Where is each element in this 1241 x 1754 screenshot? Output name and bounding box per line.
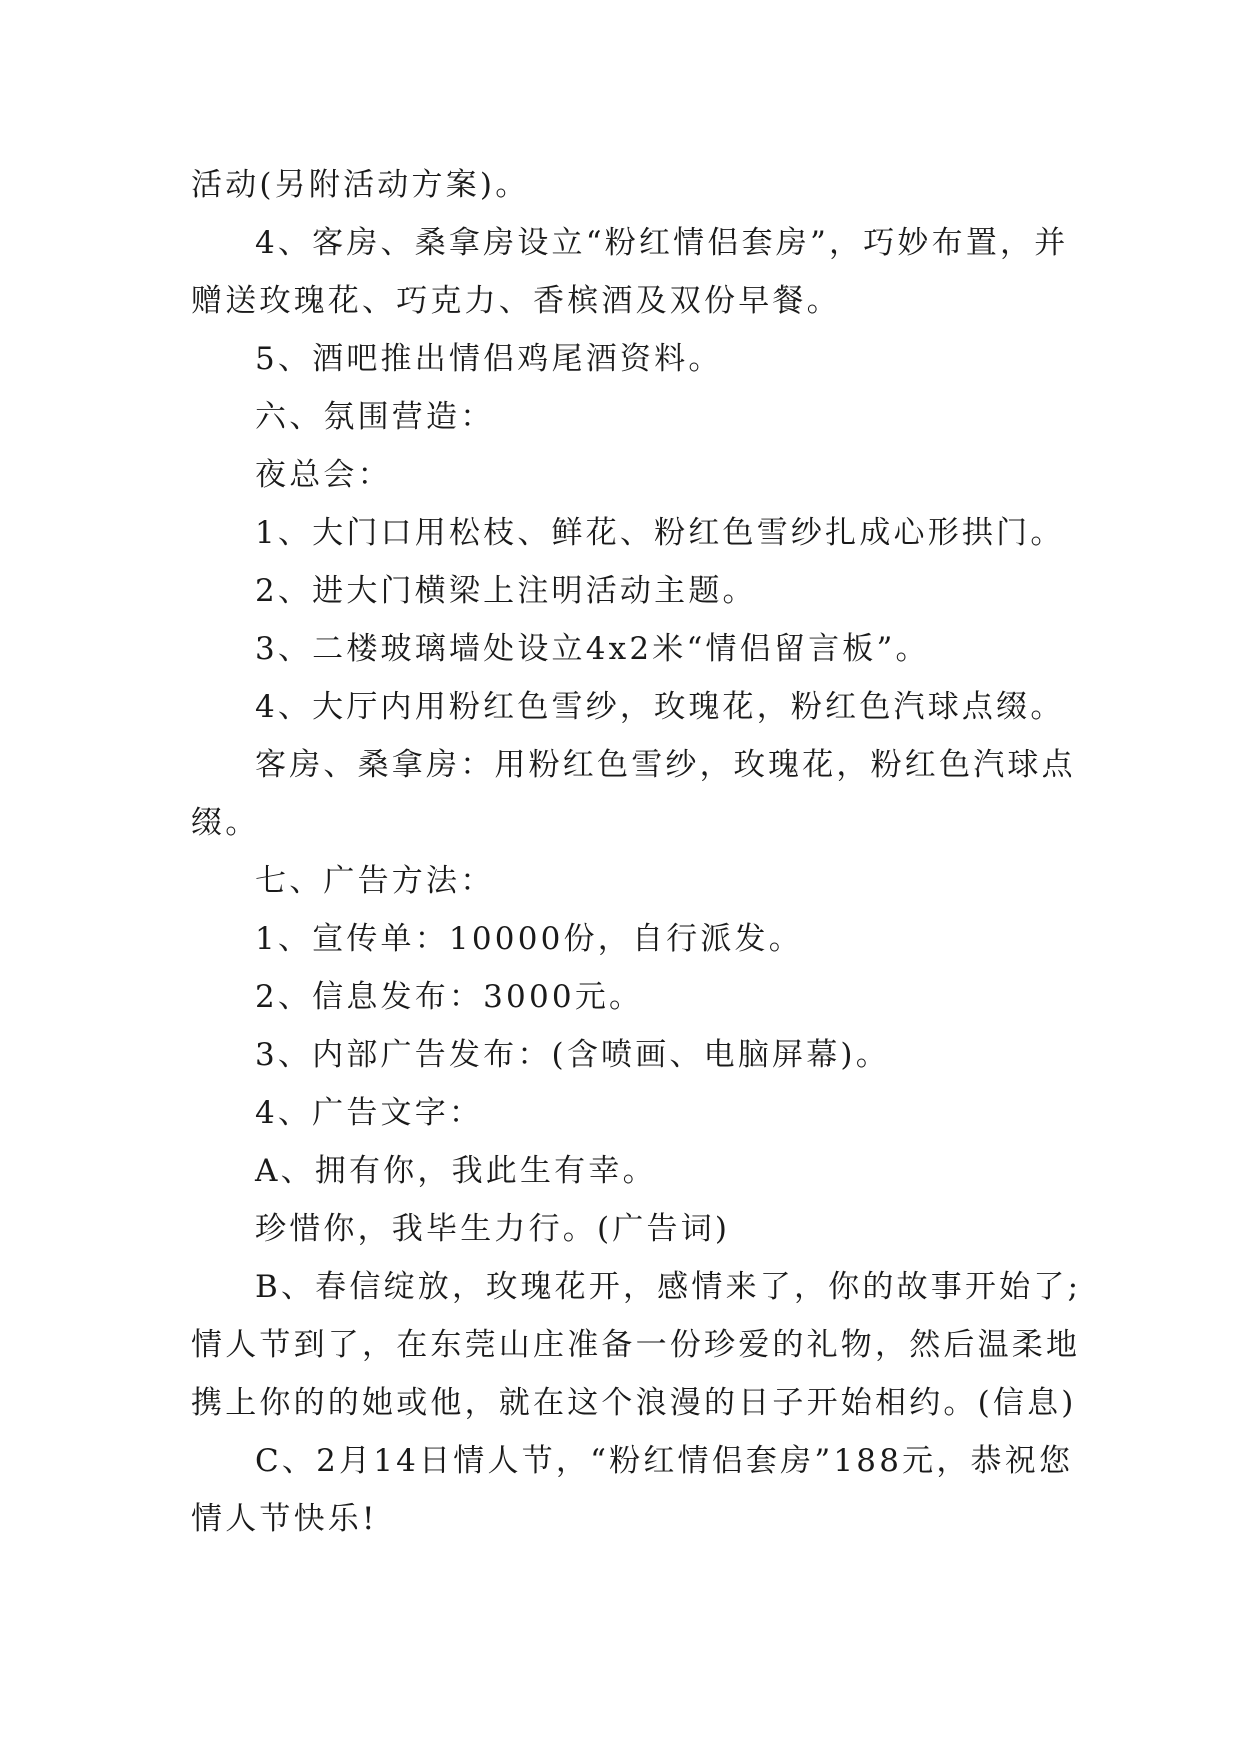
text-line: 2、进大门横梁上注明活动主题。 xyxy=(255,573,757,609)
text-line: 2、信息发布：3000元。 xyxy=(255,979,644,1015)
text-line: 情人节快乐! xyxy=(191,1501,378,1537)
subsection-heading: 夜总会： xyxy=(255,457,392,493)
text-line: 赠送玫瑰花、巧克力、香槟酒及双份早餐。 xyxy=(191,283,841,319)
section-heading: 七、广告方法： xyxy=(255,863,495,899)
text-line: 携上你的的她或他，就在这个浪漫的日子开始相约。(信息) xyxy=(191,1385,1077,1421)
text-line: 情人节到了，在东莞山庄准备一份珍爱的礼物，然后温柔地 xyxy=(191,1327,1081,1363)
text-line: 1、宣传单：10000份，自行派发。 xyxy=(255,921,803,957)
text-line: C、2月14日情人节，“粉红情侣套房”188元，恭祝您 xyxy=(255,1443,1074,1479)
text-line: 活动(另附活动方案)。 xyxy=(191,167,530,203)
text-line: 3、二楼玻璃墙处设立4x2米“情侣留言板”。 xyxy=(255,631,930,667)
text-line: 1、大门口用松枝、鲜花、粉红色雪纱扎成心形拱门。 xyxy=(255,515,1065,551)
section-heading: 六、氛围营造： xyxy=(255,399,495,435)
text-line: 4、广告文字： xyxy=(255,1095,484,1131)
text-line: 5、酒吧推出情侣鸡尾酒资料。 xyxy=(255,341,723,377)
text-line: 3、内部广告发布：(含喷画、电脑屏幕)。 xyxy=(255,1037,890,1073)
text-line: A、拥有你，我此生有幸。 xyxy=(255,1153,657,1189)
text-line: 4、客房、桑拿房设立“粉红情侣套房”，巧妙布置，并 xyxy=(255,225,1069,261)
text-line: 客房、桑拿房：用粉红色雪纱，玫瑰花，粉红色汽球点 xyxy=(255,747,1076,783)
text-line: 缀。 xyxy=(191,805,260,841)
text-line: 4、大厅内用粉红色雪纱，玫瑰花，粉红色汽球点缀。 xyxy=(255,689,1065,725)
document-body xyxy=(191,156,1082,1548)
text-line: 珍惜你，我毕生力行。(广告词) xyxy=(255,1211,731,1247)
text-line: B、春信绽放，玫瑰花开，感情来了，你的故事开始了; xyxy=(255,1269,1082,1305)
